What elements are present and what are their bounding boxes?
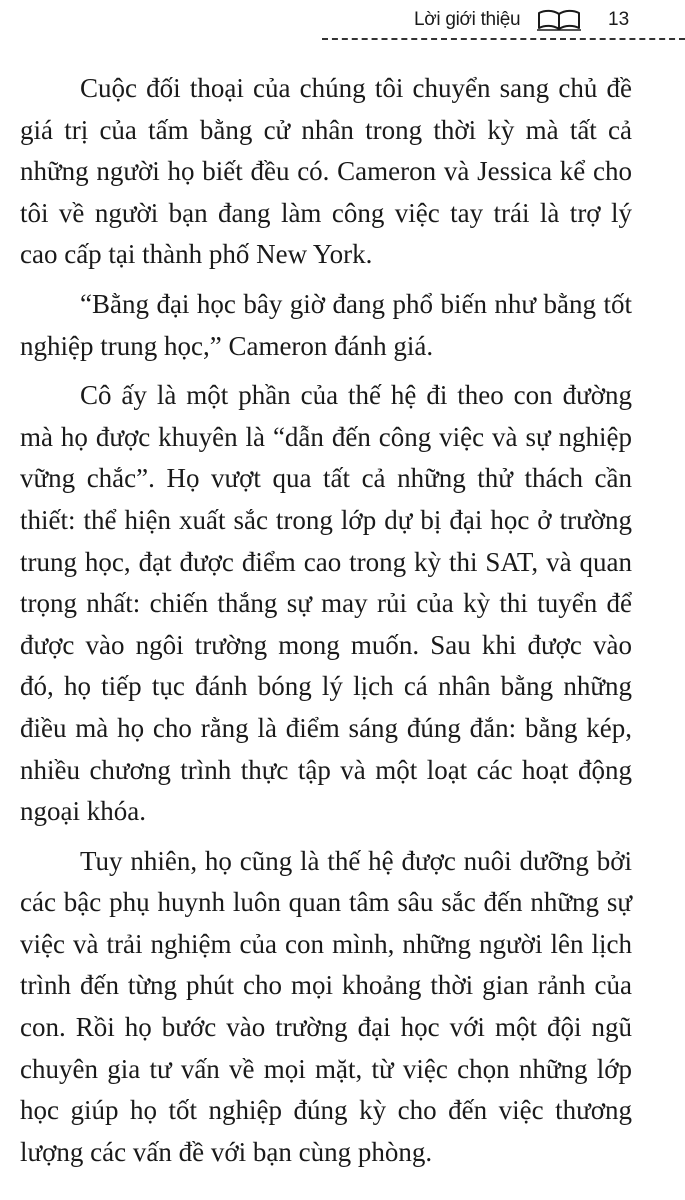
running-header-title: Lời giới thiệu xyxy=(414,9,521,30)
page-number: 13 xyxy=(608,9,630,30)
paragraph: Cô ấy là một phần của thế hệ đi theo con đường mà họ được khuyên là “dẫn đến công việc và sự nghiệp vững chắc”. Họ vượt qua tất cả những thử thách cần thiết: thể hiện xuất sắc trong lớp dự bị đại học ở trường trung học, đạt được điểm cao trong kỳ thi SAT, và quan trọng nhất: chiến thắng sự may rủi của kỳ thi tuyển để được vào ngôi trường mong muốn. Sau khi được vào đó, họ tiếp tục đánh bóng lý lịch cá nhân bằng những điều mà họ cho rằng là điểm sáng đúng đắn: bằng kép, nhiều chương trình thực tập và một loạt các hoạt động ngoại khóa. xyxy=(20,380,632,827)
header-divider xyxy=(322,38,685,40)
paragraph: Tuy nhiên, họ cũng là thế hệ được nuôi dưỡng bởi các bậc phụ huynh luôn quan tâm sâu sắc đến những sự việc và trải nghiệm của con mình, những người lên lịch trình đến từng phút cho mọi khoảng thời gian rảnh của con. Rồi họ bước vào trường đại học với một đội ngũ chuyên gia tư vấn về mọi mặt, từ việc chọn những lớp học giúp họ tốt nghiệp đúng kỳ cho đến việc thương lượng các vấn đề với bạn cùng phòng. xyxy=(20,845,632,1167)
paragraph: Cuộc đối thoại của chúng tôi chuyển sang chủ đề giá trị của tấm bằng cử nhân trong thời kỳ mà tất cả những người họ biết đều có. Cameron và Jessica kể cho tôi về người bạn đang làm công việc tay trái là trợ lý cao cấp tại thành phố New York. xyxy=(20,73,632,270)
page-header xyxy=(322,0,685,40)
paragraph: “Bằng đại học bây giờ đang phổ biến như bằng tốt nghiệp trung học,” Cameron đánh giá. xyxy=(20,288,632,361)
open-book-icon xyxy=(537,9,581,31)
body-text xyxy=(20,68,632,1181)
